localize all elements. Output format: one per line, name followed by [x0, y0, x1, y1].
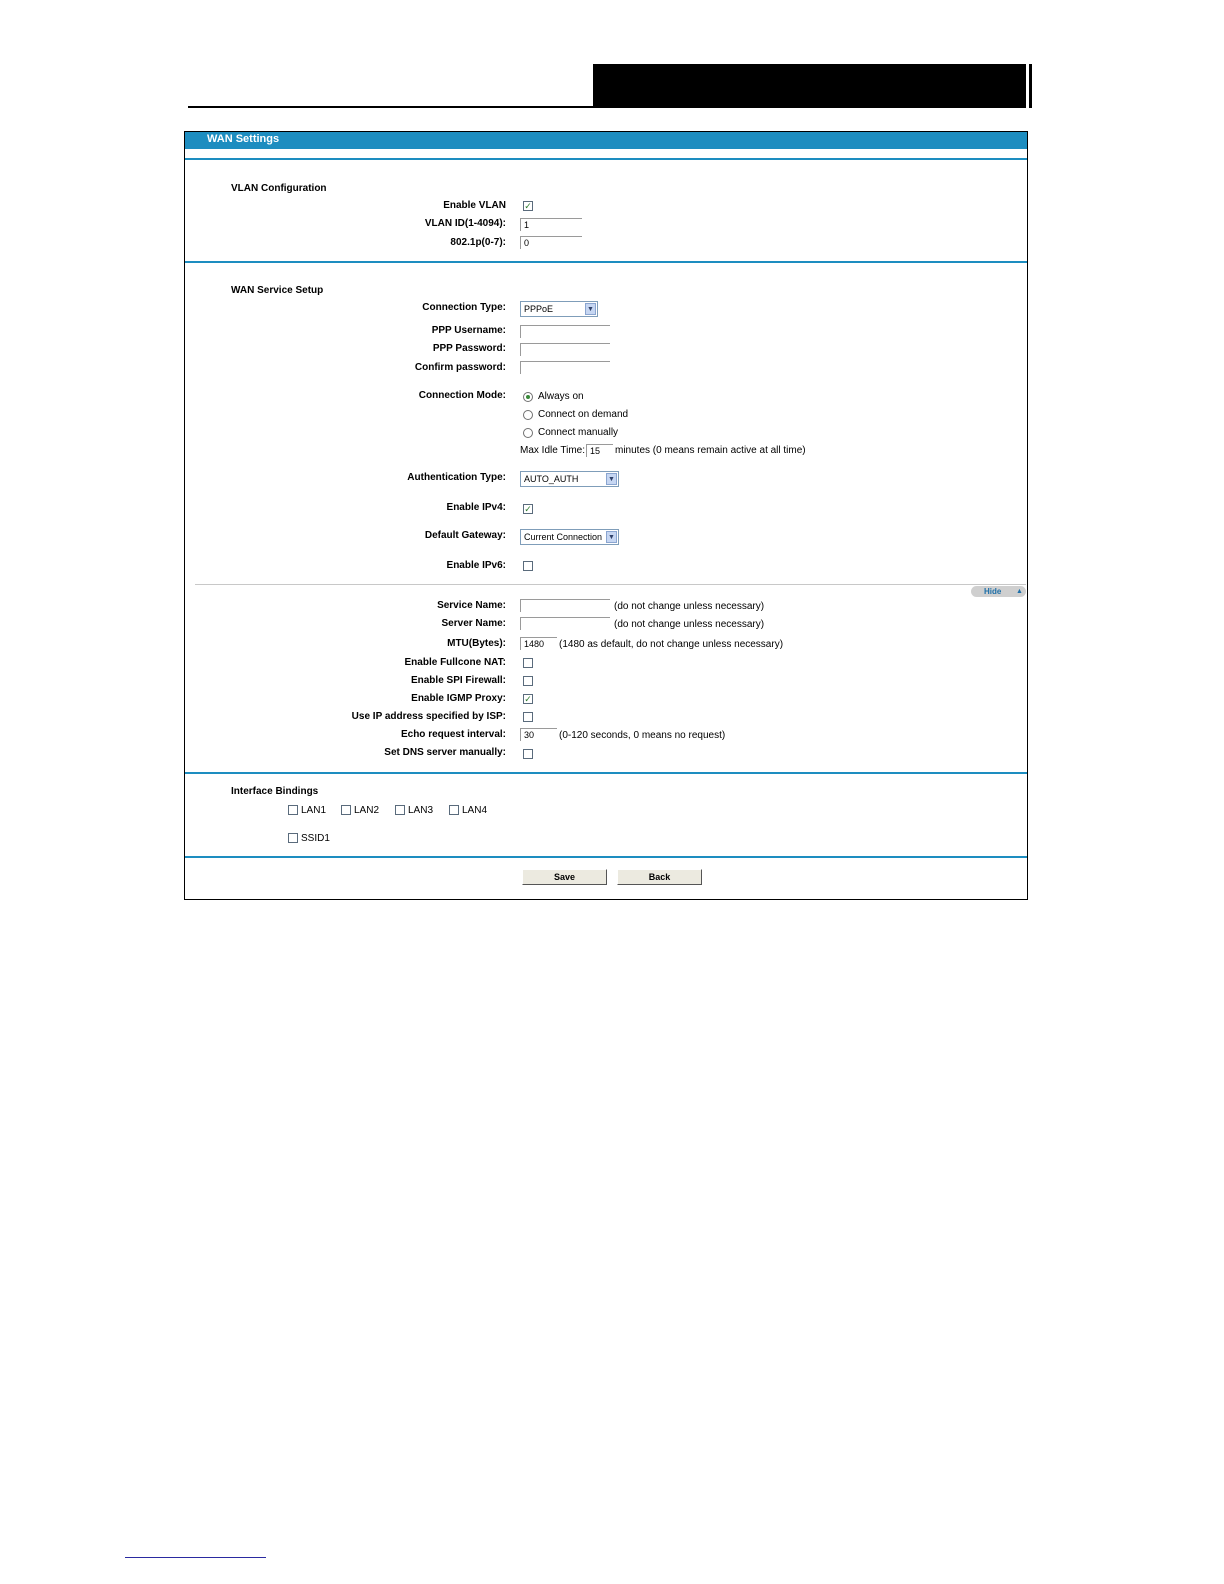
back-button[interactable]: Back	[617, 869, 702, 885]
confirm-password-input[interactable]	[520, 361, 610, 374]
connection-type-label: Connection Type:	[422, 302, 506, 313]
auth-type-value: AUTO_AUTH	[524, 474, 579, 484]
auth-type-select[interactable]	[520, 471, 619, 487]
binding-checkbox-ssid1[interactable]	[288, 833, 298, 843]
binding-label: LAN1	[301, 805, 327, 816]
max-idle-hint: minutes (0 means remain active at all time)	[615, 445, 806, 456]
ppp-password-label: PPP Password:	[432, 343, 506, 354]
default-gateway-value: Current Connection	[524, 532, 603, 542]
binding-label: SSID1	[301, 833, 330, 844]
hide-label: Hide	[984, 587, 1002, 596]
panel-titlebar	[185, 132, 1027, 149]
service-name-label: Service Name:	[437, 600, 506, 611]
enable-vlan-checkbox[interactable]: ✓	[524, 201, 532, 211]
enable-ipv4-checkbox[interactable]: ✓	[524, 504, 532, 514]
fullcone-nat-label: Enable Fullcone NAT:	[404, 657, 506, 668]
mode-option-label: Connect manually	[538, 427, 619, 438]
enable-ipv4-label: Enable IPv4:	[446, 502, 506, 513]
vlan-heading: VLAN Configuration	[231, 183, 327, 194]
enable-ipv6-checkbox[interactable]	[523, 561, 533, 571]
chevron-down-icon: ▼	[606, 473, 617, 485]
enable-ipv6-label: Enable IPv6:	[446, 560, 506, 571]
chevron-down-icon: ▼	[606, 531, 617, 543]
priority-input[interactable]: 0	[520, 236, 582, 249]
hide-advanced-button[interactable]	[971, 586, 1026, 597]
connection-mode-label: Connection Mode:	[418, 390, 506, 401]
chevron-up-icon: ▲	[1016, 588, 1023, 595]
server-name-hint: (do not change unless necessary)	[614, 619, 765, 630]
isp-ip-label: Use IP address specified by ISP:	[351, 711, 506, 722]
wan-settings-panel	[184, 131, 1028, 900]
advanced-divider	[195, 584, 1026, 585]
igmp-proxy-label: Enable IGMP Proxy:	[411, 693, 506, 704]
mode-radio-manually[interactable]	[523, 428, 533, 438]
enable-vlan-label: Enable VLAN	[443, 200, 506, 211]
ppp-username-label: PPP Username:	[431, 325, 506, 336]
connection-type-value: PPPoE	[524, 304, 554, 314]
service-name-input[interactable]	[520, 599, 610, 612]
header-tick	[1029, 64, 1032, 108]
divider	[185, 772, 1027, 774]
interface-bindings-heading: Interface Bindings	[231, 786, 319, 797]
auth-type-label: Authentication Type:	[407, 472, 506, 483]
echo-interval-label: Echo request interval:	[400, 729, 506, 740]
confirm-password-label: Confirm password:	[414, 362, 506, 373]
divider	[185, 261, 1027, 263]
binding-checkbox-lan3[interactable]	[395, 805, 405, 815]
echo-interval-hint: (0-120 seconds, 0 means no request)	[559, 730, 726, 741]
spi-firewall-checkbox[interactable]	[523, 676, 533, 686]
binding-checkbox-lan4[interactable]	[449, 805, 459, 815]
priority-label: 802.1p(0-7):	[450, 237, 506, 248]
chevron-down-icon: ▼	[585, 303, 596, 315]
max-idle-label: Max Idle Time:	[520, 445, 586, 456]
mode-option-label: Connect on demand	[538, 409, 629, 420]
ppp-username-input[interactable]	[520, 325, 610, 338]
binding-label: LAN2	[354, 805, 380, 816]
mtu-input[interactable]: 1480	[520, 637, 557, 650]
dns-manual-label: Set DNS server manually:	[384, 747, 506, 758]
wan-service-heading: WAN Service Setup	[231, 285, 324, 296]
header-black-bar	[593, 64, 1026, 108]
binding-checkbox-lan2[interactable]	[341, 805, 351, 815]
default-gateway-select[interactable]	[520, 529, 619, 545]
mode-radio-always-on[interactable]	[523, 392, 533, 402]
mode-option-label: Always on	[538, 391, 584, 402]
connection-type-select[interactable]	[520, 301, 598, 317]
echo-interval-input[interactable]: 30	[520, 728, 557, 741]
binding-label: LAN3	[408, 805, 434, 816]
service-name-hint: (do not change unless necessary)	[614, 601, 765, 612]
save-button[interactable]: Save	[522, 869, 607, 885]
mtu-label: MTU(Bytes):	[447, 638, 506, 649]
panel-title: WAN Settings	[207, 133, 280, 145]
max-idle-input[interactable]: 15	[586, 444, 613, 457]
isp-ip-checkbox[interactable]	[523, 712, 533, 722]
mtu-hint: (1480 as default, do not change unless necessary)	[559, 639, 784, 650]
igmp-proxy-checkbox[interactable]: ✓	[524, 694, 532, 704]
fullcone-nat-checkbox[interactable]	[523, 658, 533, 668]
server-name-input[interactable]	[520, 617, 610, 630]
ppp-password-input[interactable]	[520, 343, 610, 356]
vlan-id-input[interactable]: 1	[520, 218, 582, 231]
binding-label: LAN4	[462, 805, 488, 816]
server-name-label: Server Name:	[441, 618, 506, 629]
header-rule	[188, 106, 593, 108]
spi-firewall-label: Enable SPI Firewall:	[410, 675, 506, 686]
vlan-id-label: VLAN ID(1-4094):	[424, 218, 506, 229]
dns-manual-checkbox[interactable]	[523, 749, 533, 759]
divider	[185, 158, 1027, 160]
mode-radio-on-demand[interactable]	[523, 410, 533, 420]
footer-link-rule	[125, 1557, 266, 1558]
default-gateway-label: Default Gateway:	[424, 530, 506, 541]
divider	[185, 856, 1027, 858]
binding-checkbox-lan1[interactable]	[288, 805, 298, 815]
